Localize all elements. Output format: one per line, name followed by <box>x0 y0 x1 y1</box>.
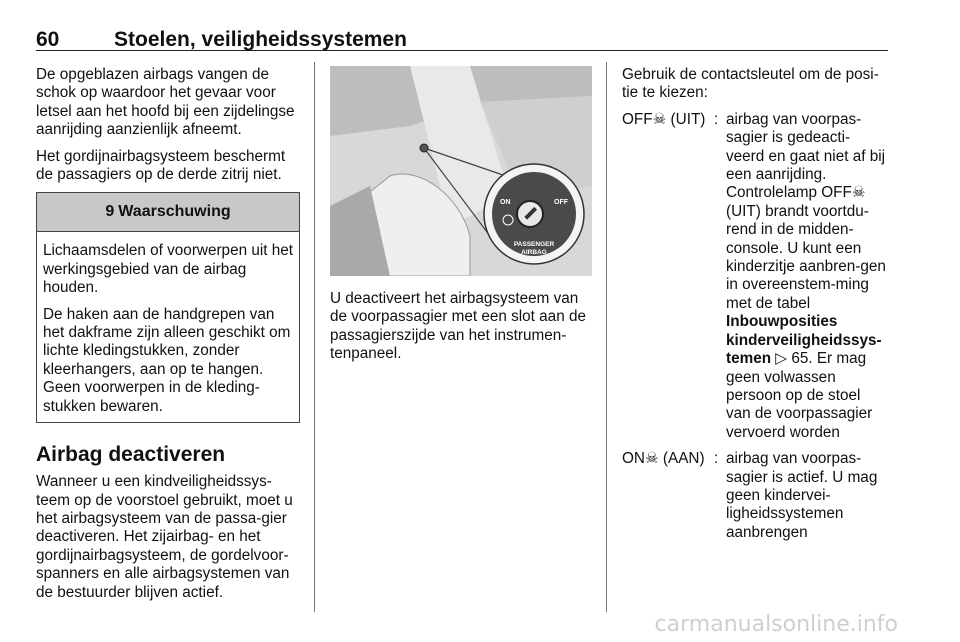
table-reference-link[interactable]: Inbouwposities kinderveiligheidssys-temen <box>726 313 882 368</box>
option-colon: : <box>714 110 719 128</box>
option-description-on: airbag van voorpas-sagier is actief. U mag geen kindervei-ligheidssystemen aanbrengen <box>726 450 878 541</box>
switch-off-label: OFF <box>554 199 568 206</box>
warning-paragraph: Lichaamsdelen of voorwerpen uit het werkingsgebied van de airbag houden. <box>43 242 294 297</box>
option-description-off <box>726 111 886 442</box>
option-label-off: OFF☠ (UIT) <box>622 110 706 128</box>
warning-paragraph: De haken aan de handgrepen van het dakframe zijn alleen geschikt om lichte kledingstukken, zonder kleerhangers, aan op te hangen. Geen voorwerpen in de kleding-stukken bewaren. <box>43 305 291 415</box>
airbag-switch-illustration <box>330 66 592 276</box>
switch-label-passenger: PASSENGER <box>513 241 555 248</box>
option-text: Er mag geen volwassen persoon op de stoel van de voorpassagier vervoerd worden <box>726 350 873 441</box>
page-title: Stoelen, veiligheidssystemen <box>114 28 407 51</box>
option-text: airbag van voorpas-sagier is gedeacti-veerd en gaat niet af bij een aanrijding. Controlelamp OFF☠ (UIT) brandt voortdu-rend in de midden-console. U kunt een kinderzitje aanbren-gen in overeenstem-ming met de tabel <box>726 110 886 312</box>
figure-caption: U deactiveert het airbagsysteem van de voorpassagier met een slot aan de passagierszijde van het instrumen-tenpaneel. <box>330 290 586 363</box>
page-reference[interactable]: ▷ 65. <box>771 350 817 368</box>
section-heading: Airbag deactiveren <box>36 443 226 467</box>
option-row-off <box>622 111 888 442</box>
column-right <box>622 66 888 542</box>
paragraph: De opgeblazen airbags vangen de schok op waardoor het gevaar voor letsel aan het hoofd bij een zijdelingse aanrijding aanzienlijk afneemt. <box>36 66 295 139</box>
switch-on-label: ON <box>500 199 511 206</box>
column-divider <box>606 62 607 612</box>
switch-label-airbag: AIRBAG <box>521 249 547 256</box>
column-left <box>36 66 300 610</box>
column-middle <box>330 66 592 372</box>
paragraph: Wanneer u een kindveiligheidssys-teem op de voorstoel gebruikt, moet u het airbagsysteem van de passa-gier deactiveren. Het zijairbag- en het gordijnairbagsysteem, de gordelvoor-spanners en alle airbagsystemen van de bestuurder blijven actief. <box>36 473 293 601</box>
column-divider <box>314 62 315 612</box>
option-colon: : <box>714 450 719 468</box>
page-number: 60 <box>36 28 60 51</box>
option-label-on: ON☠ (AAN) <box>622 450 705 468</box>
watermark: carmanualsonline.info <box>654 612 898 637</box>
warning-header <box>37 193 299 232</box>
option-row-on <box>622 450 888 542</box>
paragraph: Gebruik de contactsleutel om de posi-tie te kiezen: <box>622 66 879 102</box>
page-header <box>36 28 888 51</box>
paragraph: Het gordijnairbagsysteem beschermt de passagiers op de derde zitrij niet. <box>36 147 286 184</box>
warning-triangle-icon: 9 <box>105 203 115 221</box>
warning-body <box>37 232 299 422</box>
warning-title: Waarschuwing <box>118 203 231 221</box>
warning-box <box>36 192 300 423</box>
